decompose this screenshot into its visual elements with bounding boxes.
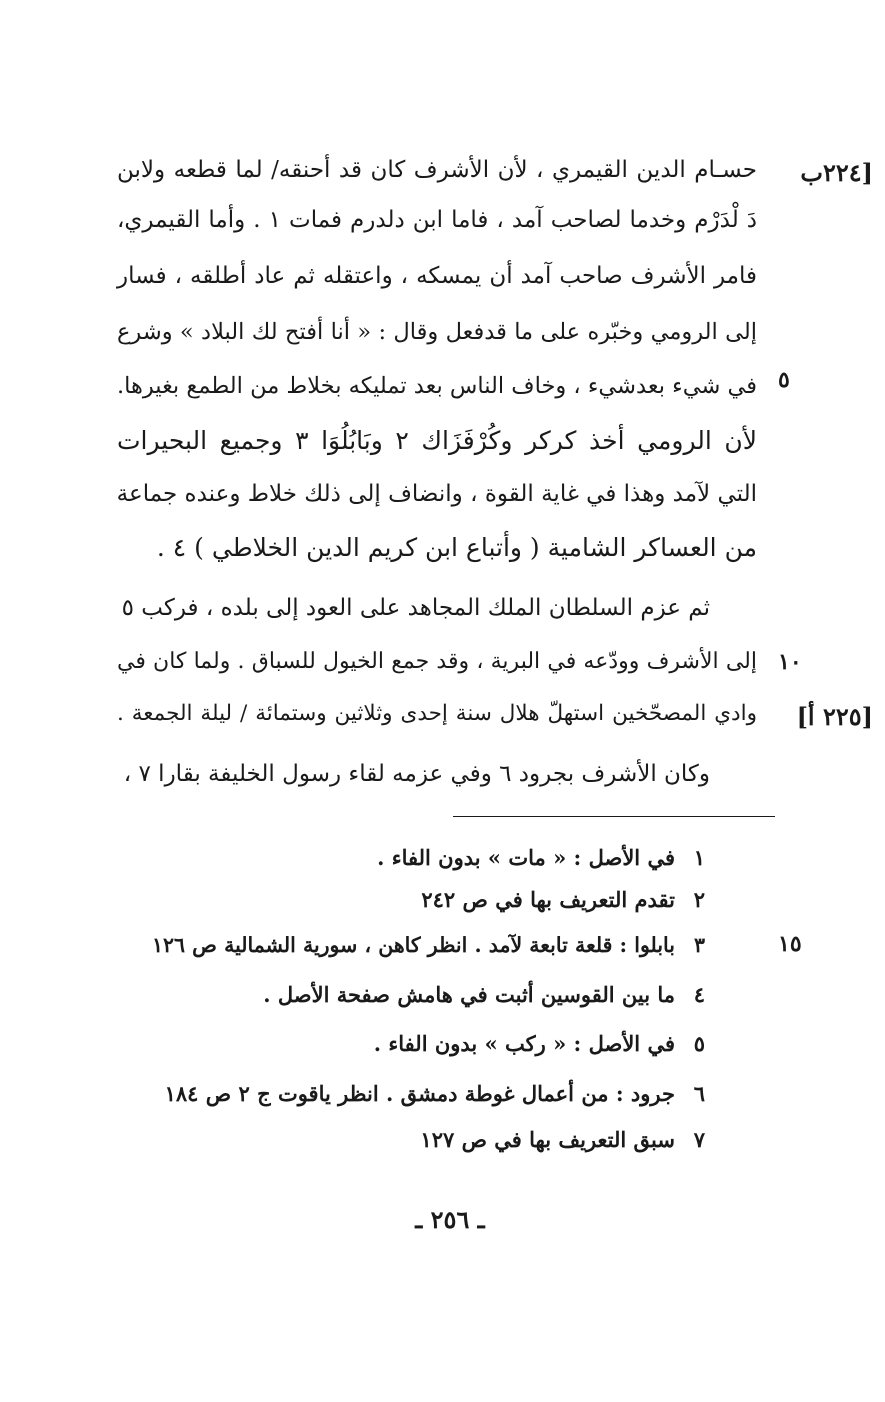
footnote-text: بابلوا : قلعة تابعة لآمد . انظر كاهن ، سورية الشمالية ص ١٢٦: [151, 933, 675, 957]
folio-marker-225a: [٢٢٥ أ]: [796, 702, 873, 731]
body-line-11: وادي المصحّخين استهلّ هلال سنة إحدى وثلاثين وستمائة / ليلة الجمعة .: [117, 701, 757, 726]
line-number-10: ١٠: [778, 649, 802, 675]
footnote-2: [145, 880, 705, 920]
line-number-5: ٥: [778, 367, 790, 393]
footnote-text: جرود : من أعمال غوطة دمشق . انظر ياقوت ج ٢ ص ١٨٤: [164, 1081, 675, 1106]
footnote-7: [145, 1120, 705, 1160]
body-line-5: في شيء بعدشيء ، وخاف الناس بعد تمليكه بخلاط من الطمع بغيرها.: [117, 373, 757, 399]
body-line-3: فامر الأشرف صاحب آمد أن يمسكه ، واعتقله ثم عاد أطلقه ، فسار: [117, 263, 757, 289]
page-number: ـ ٢٥٦ ـ: [415, 1205, 485, 1234]
body-line-2: دَ لْدَرْم وخدما لصاحب آمد ، فاما ابن دلدرم فمات ١ . وأما القيمري،: [117, 207, 757, 233]
body-line-12: وكان الأشرف بجرود ٦ وفي عزمه لقاء رسول الخليفة بقارا ٧ ،: [123, 761, 710, 787]
footnote-6: [145, 1074, 705, 1114]
body-line-1: حسـام الدين القيمري ، لأن الأشرف كان قد أحنقه/ لما قطعه ولابن: [117, 157, 757, 183]
folio-marker-224b: [٢٢٤ب: [800, 158, 873, 187]
footnote-number: ١: [693, 845, 705, 870]
body-line-8: من العساكر الشامية ( وأتباع ابن كريم الدين الخلاطي ) ٤ .: [156, 533, 757, 562]
line-number-15: ١٥: [778, 931, 802, 957]
footnote-text: سبق التعريف بها في ص ١٢٧: [420, 1127, 675, 1152]
footnote-number: ٧: [693, 1127, 705, 1152]
body-line-6: لأن الرومي أخذ كركر وكُرْفَزَاك ٢ وبَابُلُوَا ٣ وجميع البحيرات: [117, 426, 757, 455]
footnote-text: تقدم التعريف بها في ص ٢٤٢: [421, 887, 675, 912]
footnote-text: ما بين القوسين أثبت في هامش صفحة الأصل .: [263, 982, 675, 1007]
footnote-number: ٣: [693, 933, 705, 957]
footnote-number: ٦: [693, 1081, 705, 1106]
footnote-4: [145, 975, 705, 1015]
footnote-1: [145, 838, 705, 878]
footnote-separator: [453, 816, 775, 817]
footnote-number: ٤: [693, 982, 705, 1007]
body-line-7: التي لآمد وهذا في غاية القوة ، وانضاف إلى ذلك خلاط وعنده جماعة: [116, 481, 757, 507]
body-line-10: إلى الأشرف وودّعه في البرية ، وقد جمع الخيول للسباق . ولما كان في: [117, 649, 757, 674]
body-line-9: ثم عزم السلطان الملك المجاهد على العود إلى بلده ، فركب ٥: [121, 595, 710, 621]
footnote-text: في الأصل : « مات » بدون الفاء .: [377, 845, 675, 870]
body-line-4: إلى الرومي وخبّره على ما قدفعل وقال : « أنا أفتح لك البلاد » وشرع: [117, 319, 757, 345]
footnote-3: [145, 925, 705, 965]
footnote-5: [145, 1024, 705, 1064]
footnote-text: في الأصل : « ركب » بدون الفاء .: [373, 1031, 675, 1056]
footnote-number: ٢: [693, 887, 705, 912]
footnote-number: ٥: [693, 1031, 705, 1056]
